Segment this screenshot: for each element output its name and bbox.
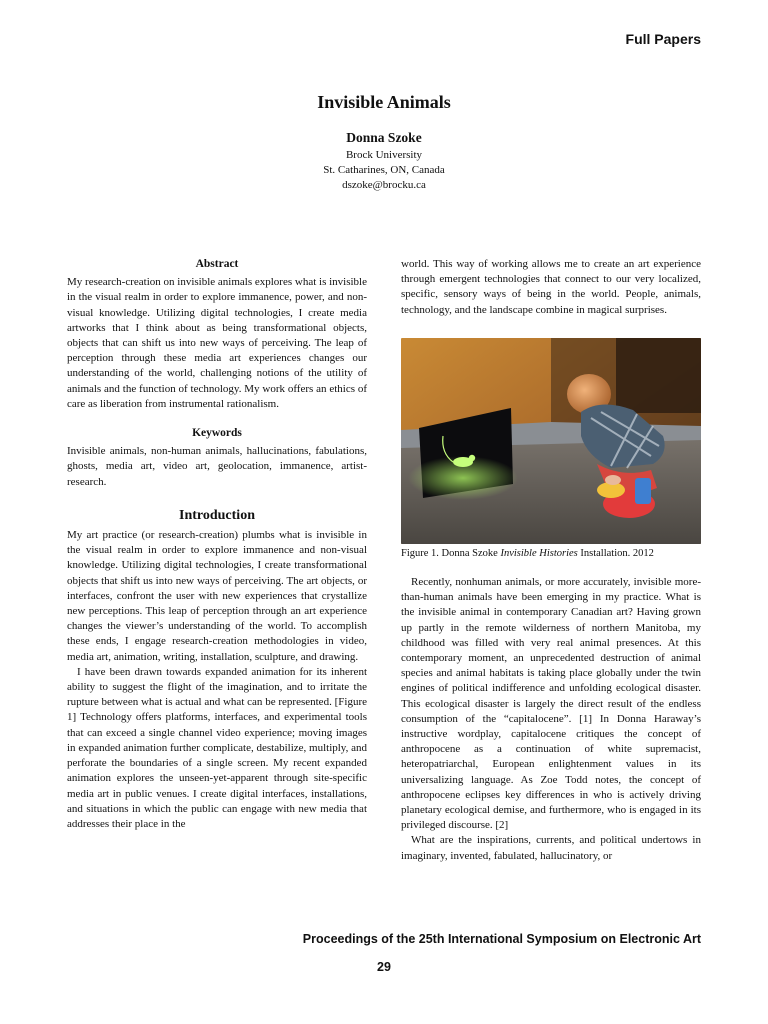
footer-proceedings: Proceedings of the 25th International Symposium on Electronic Art [302,932,701,946]
author-block [0,128,768,193]
intro-paragraph-4: What are the inspirations, currents, and political undertows in imaginary, invented, fabulated, hallucinatory, or [401,834,701,862]
figure-1-caption [401,546,701,561]
abstract-text: My research-creation on invisible animals explores what is invisible in the visual realm in order to explore immanence, power, and non-visual knowledge. Utilizing digital technologies, I create media artworks that I think about as being transformational objects, objects that can shift us into new ways of perceiving. The leap of perception through these media art experiences changes our understanding of the world, challenging notions of the utility of animals and the function of technology. My work offers an ethics of care as liberation from instrumental rationalism. [67,276,367,410]
author-location: St. Catharines, ON, Canada [323,164,445,176]
author-affiliation: Brock University [345,149,423,161]
abstract-heading: Abstract [195,258,239,270]
left-column [67,257,367,832]
right-column [401,257,701,864]
intro-paragraph-2: I have been drawn towards expanded animation for its inherent ability to suggest the flight of the imagination, and to irritate the rupture between what is actual and what can be represented. [Figure 1] Technology offers platforms, interfaces, and experimental tools that can exceed a single channel video experience; moving images in expanded animation further complicate, destabilize, multiply, and perforate the boundaries of a single screen. My recent expanded animation explores the unseen-yet-apparent through site-specific media art in public venues. I create digital interfaces, installations, and situations in which the public can engage with new media that addresses their place in the [67,665,367,830]
author-email: dszoke@brocku.ca [342,179,426,191]
caption-prefix: Figure 1. Donna Szoke [401,547,501,559]
keywords-text: Invisible animals, non-human animals, hallucinations, fabulations, ghosts, media art, video art, geolocation, immanence, artist-research. [67,445,367,488]
caption-suffix: Installation. 2012 [577,547,654,559]
intro-paragraph-3: Recently, nonhuman animals, or more accurately, invisible more-than-human animals have been emerging in my practice. What is the invisible animal in contemporary Canadian art? Having grown up partly in the remote wilderness of northern Manitoba, my childhood was filled with very real animal presences. At this contemporary moment, an unprecedented destruction of animal species and animal habitats is taking place globally under the twin engines of political indifference and unfolding ecological disaster. This ecological disaster is largely the direct result of the endless consumption of the “capitalocene”. [1] In Donna Haraway’s instructive wordplay, capitalocene critiques the concept of anthropocene as a continuation of white supremacist, heteropatriarchal, European enlightenment values in its universalizing language. As Zoe Todd notes, the concept of anthropocene eclipses key differences in who is actively driving planetary ecological demise, and furthermore, who is engaged in its privileged discourse. [2] [401,576,701,832]
intro-paragraph-2-continued: world. This way of working allows me to create an art experience through emergent technologies that connect to our very localized, specific, sensory ways of being in the world. People, animals, technology, and the landscape combine in magical surprises. [401,258,701,316]
intro-paragraph-1: My art practice (or research-creation) plumbs what is invisible in the visual realm in order to explore immanence and non-visual knowledge. Utilizing digital technologies, I create transformational objects that shift us into new ways of perceiving. The art objects, or interfaces, confront the user with new experiences that crystallize new perceptions. This leap of perception through an art experience changes the viewer’s understanding of the world. To accomplish these ends, I engage research-creation methodologies in video, media art, animation, writing, installation, sculpture, and drawing. [67,529,367,663]
keywords-heading: Keywords [192,427,242,440]
caption-title: Invisible Histories [500,547,578,559]
running-header: Full Papers [625,31,701,47]
paper-title: Invisible Animals [317,92,451,112]
figure-1-photo [401,338,701,544]
introduction-heading: Introduction [179,507,255,523]
installation-photo [401,338,701,544]
page-number: 29 [377,960,391,974]
author-name: Donna Szoke [346,130,422,145]
